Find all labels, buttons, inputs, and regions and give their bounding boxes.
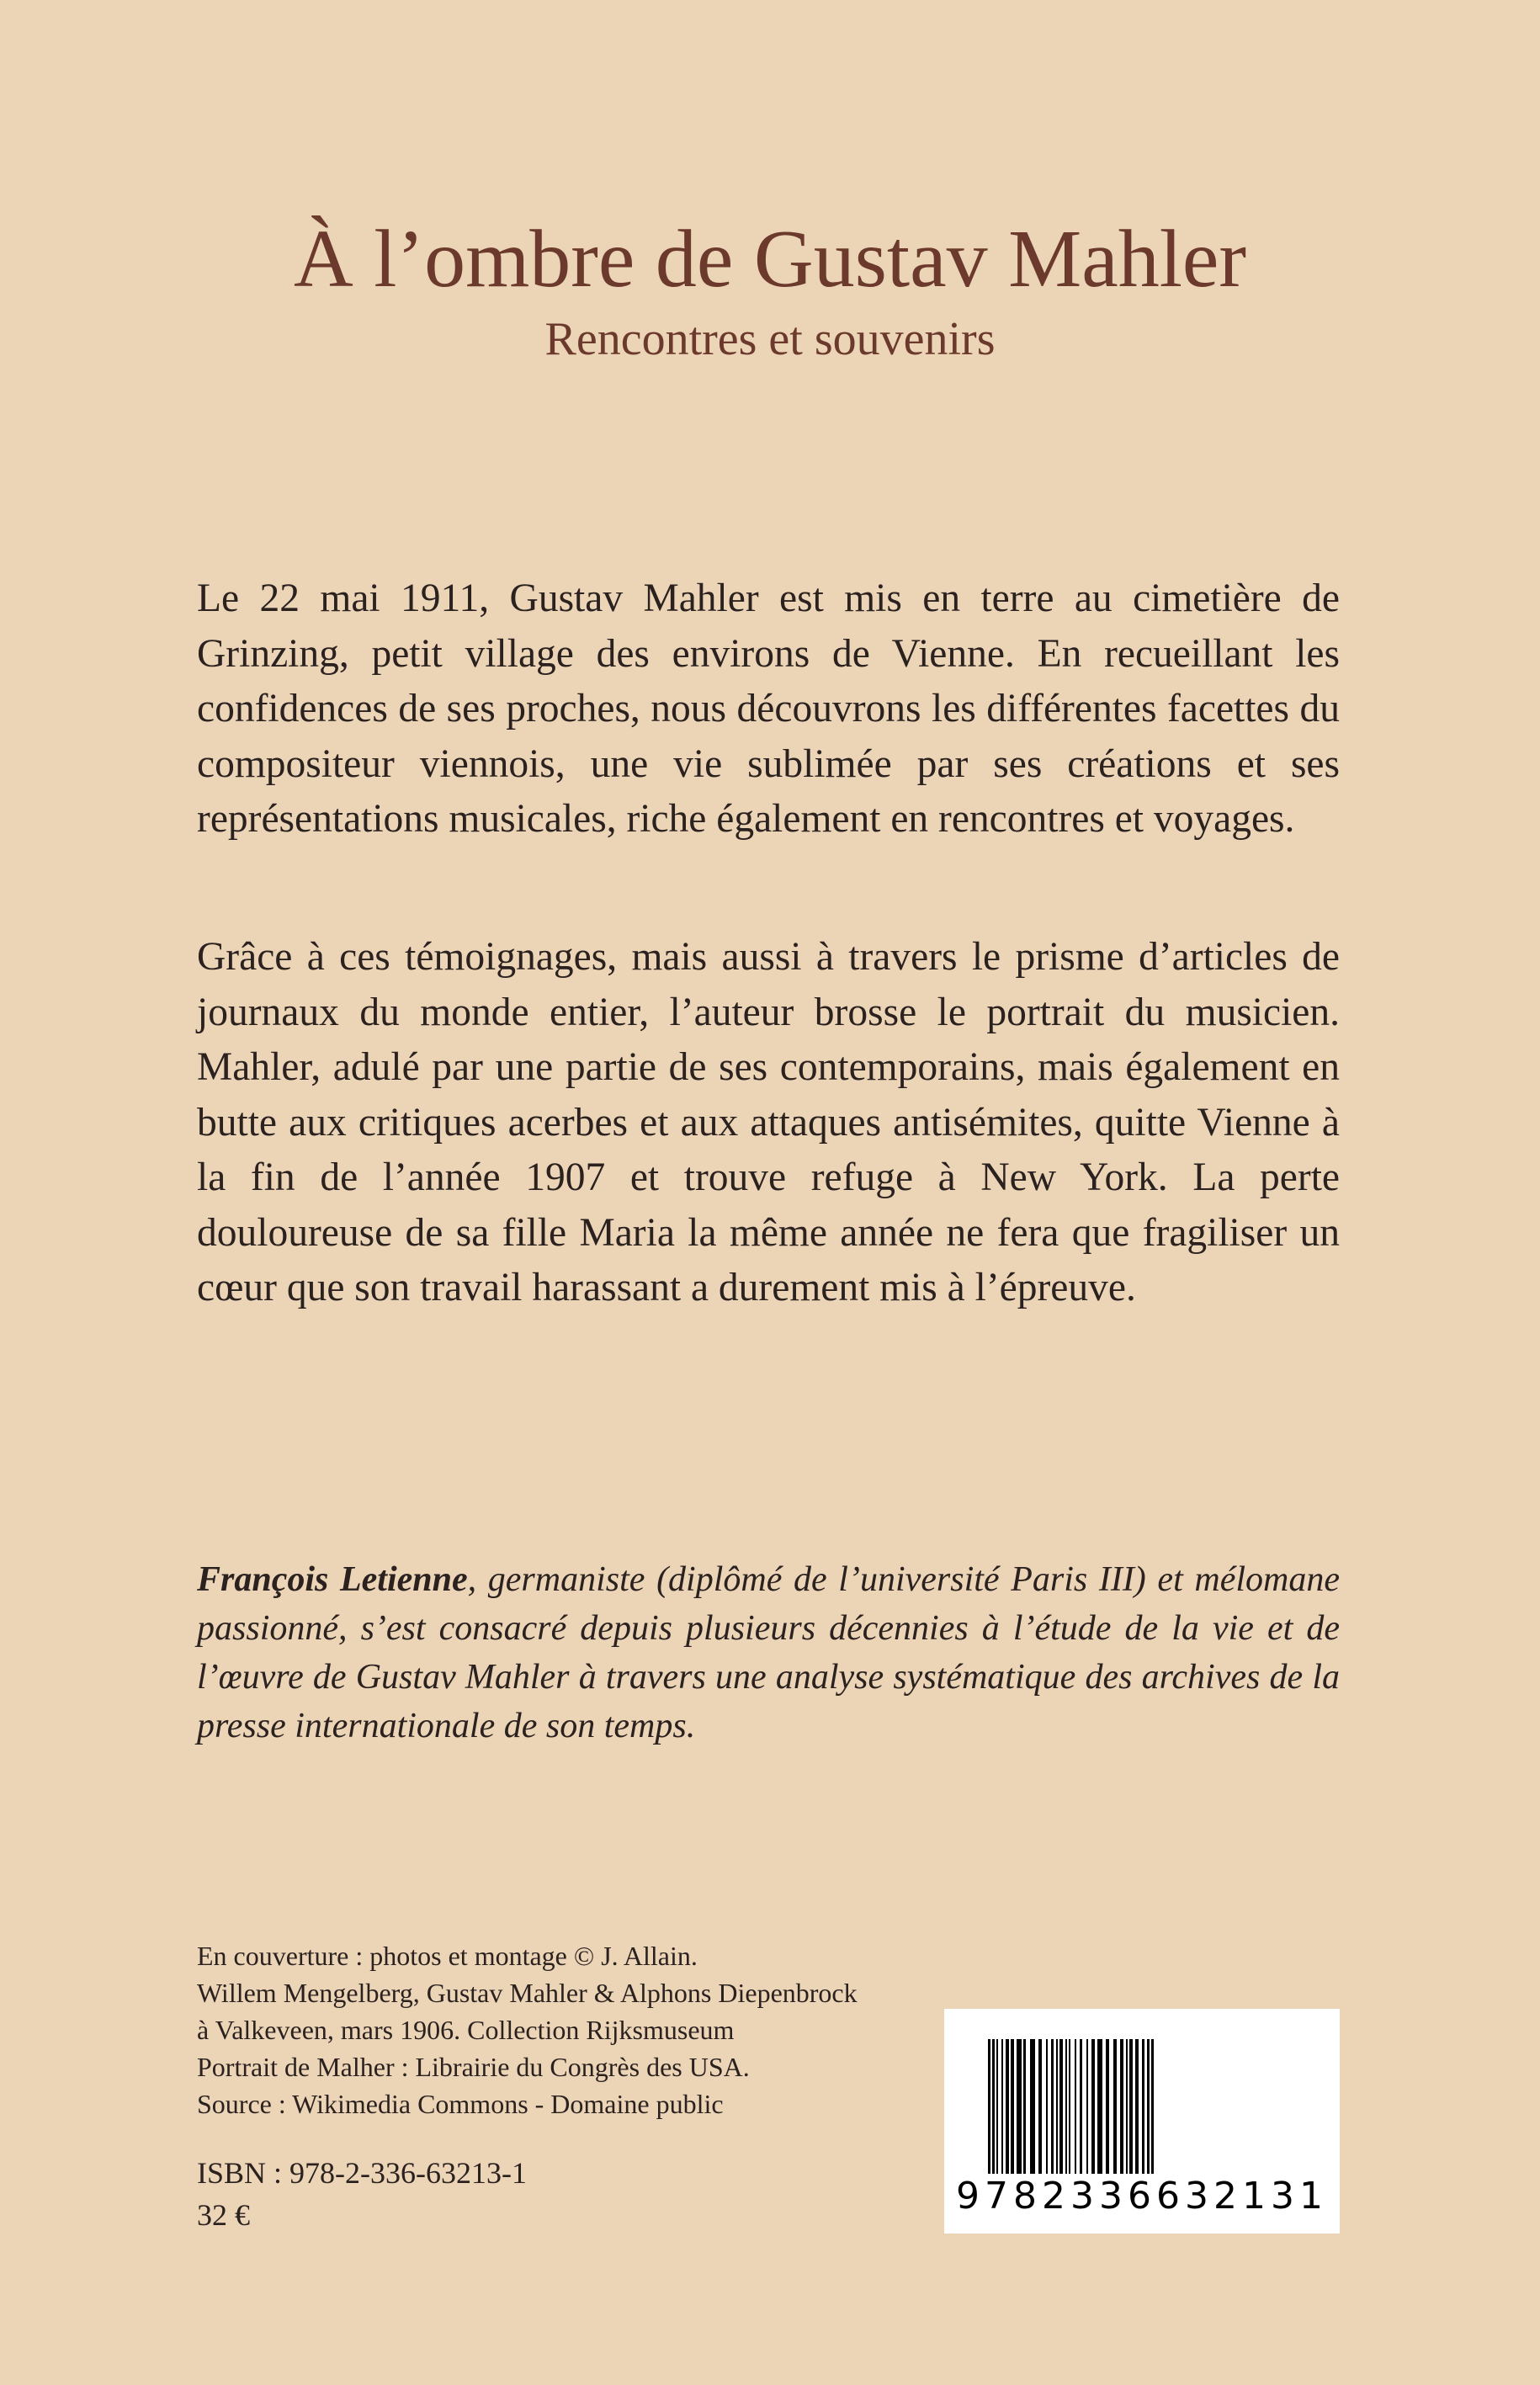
book-subtitle: Rencontres et souvenirs — [544, 313, 996, 365]
barcode-bar — [1038, 2039, 1042, 2174]
isbn: ISBN : 978-2-336-63213-1 — [197, 2156, 527, 2190]
barcode-bar — [1006, 2039, 1009, 2174]
barcode-bar — [1129, 2039, 1133, 2174]
cover-credits — [197, 1937, 954, 2122]
barcode-bar — [1135, 2039, 1139, 2174]
price: 32 € — [197, 2198, 250, 2232]
barcode-bar — [1011, 2039, 1014, 2174]
barcode-bar — [1051, 2039, 1054, 2174]
barcode-bar — [1056, 2039, 1058, 2174]
isbn-price-block — [197, 2152, 527, 2236]
barcode-bar — [988, 2039, 990, 2174]
barcode-bar — [1065, 2039, 1067, 2174]
barcode — [944, 2009, 1340, 2234]
barcode-bar — [1086, 2039, 1088, 2174]
barcode-bar — [1120, 2039, 1123, 2174]
barcode-bars — [986, 2039, 1298, 2174]
synopsis-paragraph-1: Le 22 mai 1911, Gustav Mahler est mis en terre au cimetière de Grinzing, petit village des environs de Vienne. En recueillant les confidences de ses proches, nous découvrons les différentes facettes du compositeur viennois, une vie sublimée par ses créations et ses représentations musicales, riche également en rencontres et voyages. — [197, 576, 1340, 841]
barcode-bar — [1001, 2039, 1003, 2174]
barcode-bar — [1023, 2039, 1026, 2174]
barcode-bar — [1069, 2039, 1070, 2174]
credit-line: Willem Mengelberg, Gustav Mahler & Alphons Diepenbrock — [197, 1978, 858, 2008]
book-title: À l’ombre de Gustav Mahler — [293, 214, 1247, 305]
author-name: François Letienne — [197, 1560, 468, 1599]
barcode-bar — [1017, 2039, 1022, 2174]
barcode-bar — [1126, 2039, 1128, 2174]
barcode-bar — [992, 2039, 995, 2174]
author-bio — [197, 1555, 1340, 1750]
barcode-bar — [1147, 2039, 1150, 2174]
barcode-bar — [1075, 2039, 1076, 2174]
synopsis-paragraph-2: Grâce à ces témoignages, mais aussi à travers le prisme d’articles de journaux du monde entier, l’auteur brosse le portrait du musicien. Mahler, adulé par une partie de ses contemporains, mais également en butte aux critiques acerbes et aux attaques antisémites, quitte Vienne à la fin de l’année 1907 et trouve refuge à New York. La perte douloureuse de sa fille Maria la même année ne fera que fragiliser un cœur que son travail harassant a durement mis à l’épreuve. — [197, 935, 1340, 1309]
barcode-bar — [1059, 2039, 1063, 2174]
barcode-bar — [996, 2039, 998, 2174]
barcode-bar — [1046, 2039, 1048, 2174]
barcode-bar — [1091, 2039, 1095, 2174]
barcode-bar — [1142, 2039, 1144, 2174]
barcode-digits: 9782336632131 — [956, 2175, 1328, 2218]
barcode-bar — [1106, 2039, 1109, 2174]
credit-line: Portrait de Malher : Librairie du Congrès des USA. — [197, 2052, 750, 2082]
barcode-bar — [1097, 2039, 1102, 2174]
credit-line: En couverture : photos et montage © J. Allain. — [197, 1941, 698, 1971]
credit-line: à Valkeveen, mars 1906. Collection Rijksmuseum — [197, 2015, 735, 2045]
barcode-bar — [1113, 2039, 1117, 2174]
barcode-bar — [1080, 2039, 1082, 2174]
barcode-bar — [1030, 2039, 1035, 2174]
author-bio-text: , germaniste (diplômé de l’université Paris III) et mélomane passionné, s’est consacré depuis plusieurs décennies à l’étude de la vie et de l’œuvre de Gustav Mahler à travers une analyse systématique des archives de la presse internationale de son temps. — [197, 1560, 1340, 1745]
barcode-bar — [1151, 2039, 1154, 2174]
credit-line: Source : Wikimedia Commons - Domaine public — [197, 2089, 724, 2119]
